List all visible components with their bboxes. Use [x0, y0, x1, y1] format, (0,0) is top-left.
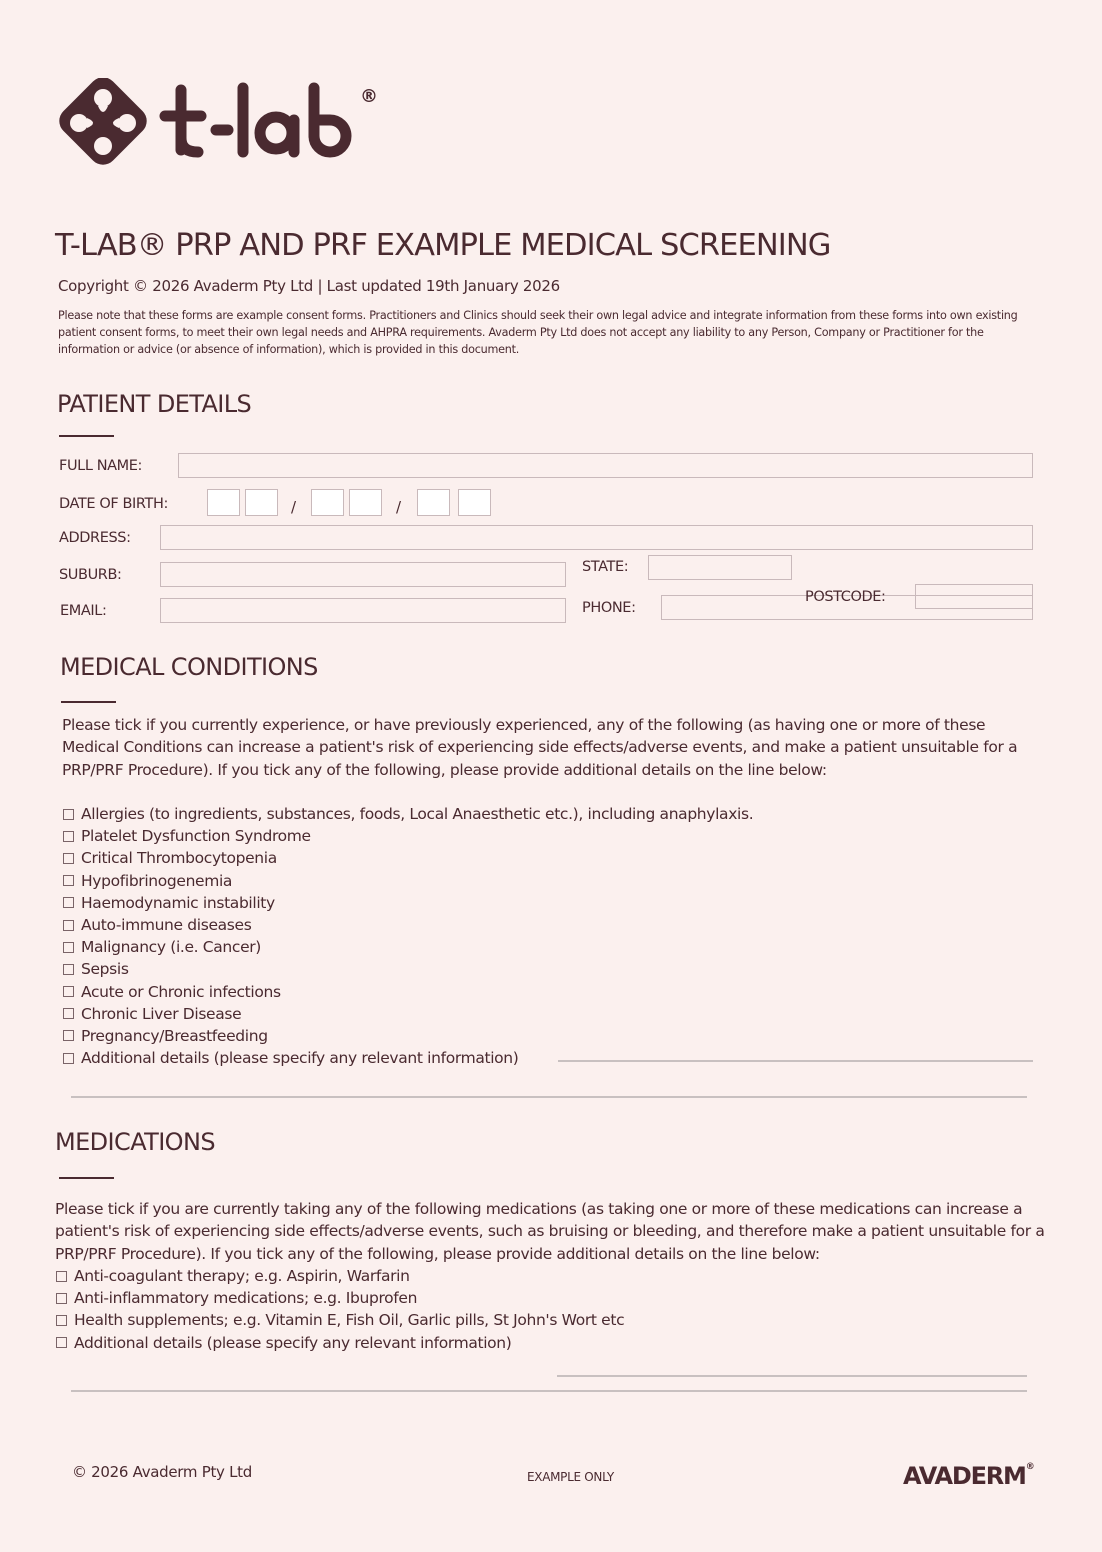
- condition-item[interactable]: [63, 958, 753, 980]
- checkbox[interactable]: [63, 986, 74, 997]
- medication-item[interactable]: [56, 1265, 624, 1287]
- condition-label: Auto-immune diseases: [81, 916, 252, 935]
- checkbox[interactable]: [63, 809, 74, 820]
- checkbox[interactable]: [56, 1337, 67, 1348]
- email-input[interactable]: [160, 598, 566, 623]
- section-divider: [59, 1177, 114, 1179]
- suburb-input[interactable]: [160, 562, 566, 587]
- condition-label: Chronic Liver Disease: [81, 1004, 242, 1023]
- condition-label: Platelet Dysfunction Syndrome: [81, 827, 311, 846]
- full-name-input[interactable]: [178, 453, 1033, 478]
- condition-label: Pregnancy/Breastfeeding: [81, 1026, 268, 1045]
- dob-year-digit-2[interactable]: [458, 489, 491, 516]
- checkbox[interactable]: [63, 1008, 74, 1019]
- checkbox[interactable]: [63, 875, 74, 886]
- condition-item[interactable]: [63, 870, 753, 892]
- postcode-input[interactable]: [915, 584, 1033, 609]
- footer-copyright: © 2026 Avaderm Pty Ltd: [72, 1463, 252, 1481]
- dob-year-digit-1[interactable]: [417, 489, 450, 516]
- dob-separator: /: [396, 498, 402, 516]
- condition-label: Critical Thrombocytopenia: [81, 849, 277, 868]
- state-input[interactable]: [648, 555, 792, 580]
- email-label: EMAIL:: [60, 603, 107, 619]
- t-lab-logo-mark: [58, 78, 388, 170]
- dob-month-digit-2[interactable]: [349, 489, 382, 516]
- condition-item[interactable]: [63, 847, 753, 869]
- medication-label: Anti-inflammatory medications; e.g. Ibuprofen: [74, 1289, 418, 1308]
- medication-item[interactable]: [56, 1332, 624, 1354]
- checkbox[interactable]: [63, 831, 74, 842]
- checkbox[interactable]: [63, 897, 74, 908]
- checkbox[interactable]: [63, 964, 74, 975]
- medication-item[interactable]: [56, 1309, 624, 1331]
- checkbox[interactable]: [56, 1271, 67, 1282]
- additional-details-line[interactable]: [71, 1390, 1027, 1392]
- dob-label: DATE OF BIRTH:: [59, 496, 168, 512]
- additional-details-line[interactable]: [557, 1375, 1027, 1377]
- condition-label: Haemodynamic instability: [81, 893, 275, 912]
- medication-item[interactable]: [56, 1287, 624, 1309]
- condition-item[interactable]: [63, 981, 753, 1003]
- condition-item[interactable]: [63, 892, 753, 914]
- disclaimer: Please note that these forms are example consent forms. Practitioners and Clinics should seek their own legal advice and integrate information from these forms into own existing patient consent forms, to meet their own legal needs and AHPRA requirements. Avaderm Pty Ltd does not accept any liability to any Person, Company or Practitioner for the information or advice (or absence of information), which is provided in this document.: [58, 309, 1018, 356]
- additional-details-line[interactable]: [71, 1096, 1027, 1098]
- section-divider: [61, 701, 116, 703]
- medication-label: Anti-coagulant therapy; e.g. Aspirin, Warfarin: [74, 1267, 410, 1286]
- additional-details-line[interactable]: [558, 1060, 1033, 1062]
- address-label: ADDRESS:: [59, 530, 131, 546]
- condition-label: Malignancy (i.e. Cancer): [81, 938, 261, 957]
- checkbox[interactable]: [63, 942, 74, 953]
- condition-item[interactable]: [63, 936, 753, 958]
- page-title: T-LAB® PRP AND PRF EXAMPLE MEDICAL SCREENING: [55, 228, 831, 263]
- phone-label: PHONE:: [582, 600, 636, 616]
- medication-label: Health supplements; e.g. Vitamin E, Fish Oil, Garlic pills, St John's Wort etc: [74, 1311, 625, 1330]
- copyright-line: Copyright © 2026 Avaderm Pty Ltd | Last updated 19th January 2026: [58, 277, 560, 295]
- medical-conditions-intro: Please tick if you currently experience, or have previously experienced, any of the following (as having one or more of these Medical Conditions can increase a patient's risk of experiencing side effects/adverse events, and make a patient unsuitable for a PRP/PRF Procedure). If you tick any of the following, please provide additional details on the line below:: [62, 716, 1018, 779]
- medication-label: Additional details (please specify any relevant information): [74, 1333, 512, 1352]
- condition-label: Sepsis: [81, 960, 129, 979]
- checkbox[interactable]: [63, 853, 74, 864]
- condition-label: Acute or Chronic infections: [81, 982, 281, 1001]
- full-name-label: FULL NAME:: [59, 458, 143, 474]
- t-lab-logo: [58, 78, 388, 170]
- checkbox[interactable]: [56, 1315, 67, 1326]
- medical-conditions-heading: MEDICAL CONDITIONS: [60, 653, 318, 681]
- checkbox[interactable]: [63, 1053, 74, 1064]
- suburb-label: SUBURB:: [59, 567, 122, 583]
- svg-text:®: ®: [360, 86, 378, 107]
- condition-item[interactable]: [63, 825, 753, 847]
- dob-separator: /: [291, 498, 297, 516]
- condition-item[interactable]: [63, 914, 753, 936]
- dob-month-digit-1[interactable]: [311, 489, 344, 516]
- state-label: STATE:: [582, 559, 629, 575]
- postcode-label: POSTCODE:: [805, 589, 886, 605]
- condition-label: Additional details (please specify any relevant information): [81, 1049, 519, 1068]
- checkbox[interactable]: [63, 1030, 74, 1041]
- condition-item[interactable]: [63, 1047, 753, 1069]
- patient-details-heading: PATIENT DETAILS: [57, 390, 252, 418]
- footer-example-only: EXAMPLE ONLY: [527, 1470, 614, 1484]
- dob-day-digit-2[interactable]: [245, 489, 278, 516]
- dob-day-digit-1[interactable]: [207, 489, 240, 516]
- medications-intro: Please tick if you are currently taking any of the following medications (as taking one or more of these medications can increase a patient's risk of experiencing side effects/adverse events, such as bruising or bleeding, and therefore make a patient unsuitable for a PRP/PRF Procedure). If you tick any of the following, please provide additional details on the line below:: [55, 1200, 1045, 1263]
- condition-label: Allergies (to ingredients, substances, foods, Local Anaesthetic etc.), including anaphylaxis.: [81, 805, 754, 824]
- condition-item[interactable]: [63, 1025, 753, 1047]
- registered-mark: ®: [1025, 1462, 1034, 1472]
- medications-heading: MEDICATIONS: [55, 1128, 215, 1156]
- avaderm-logo-text: AVADERM: [903, 1462, 1026, 1490]
- medications-list: [56, 1265, 624, 1354]
- address-input[interactable]: [160, 525, 1033, 550]
- condition-item[interactable]: [63, 803, 753, 825]
- avaderm-logo: [903, 1462, 1034, 1490]
- checkbox[interactable]: [63, 920, 74, 931]
- checkbox[interactable]: [56, 1293, 67, 1304]
- condition-label: Hypofibrinogenemia: [81, 871, 233, 890]
- section-divider: [59, 435, 114, 437]
- medical-conditions-list: [63, 803, 753, 1069]
- condition-item[interactable]: [63, 1003, 753, 1025]
